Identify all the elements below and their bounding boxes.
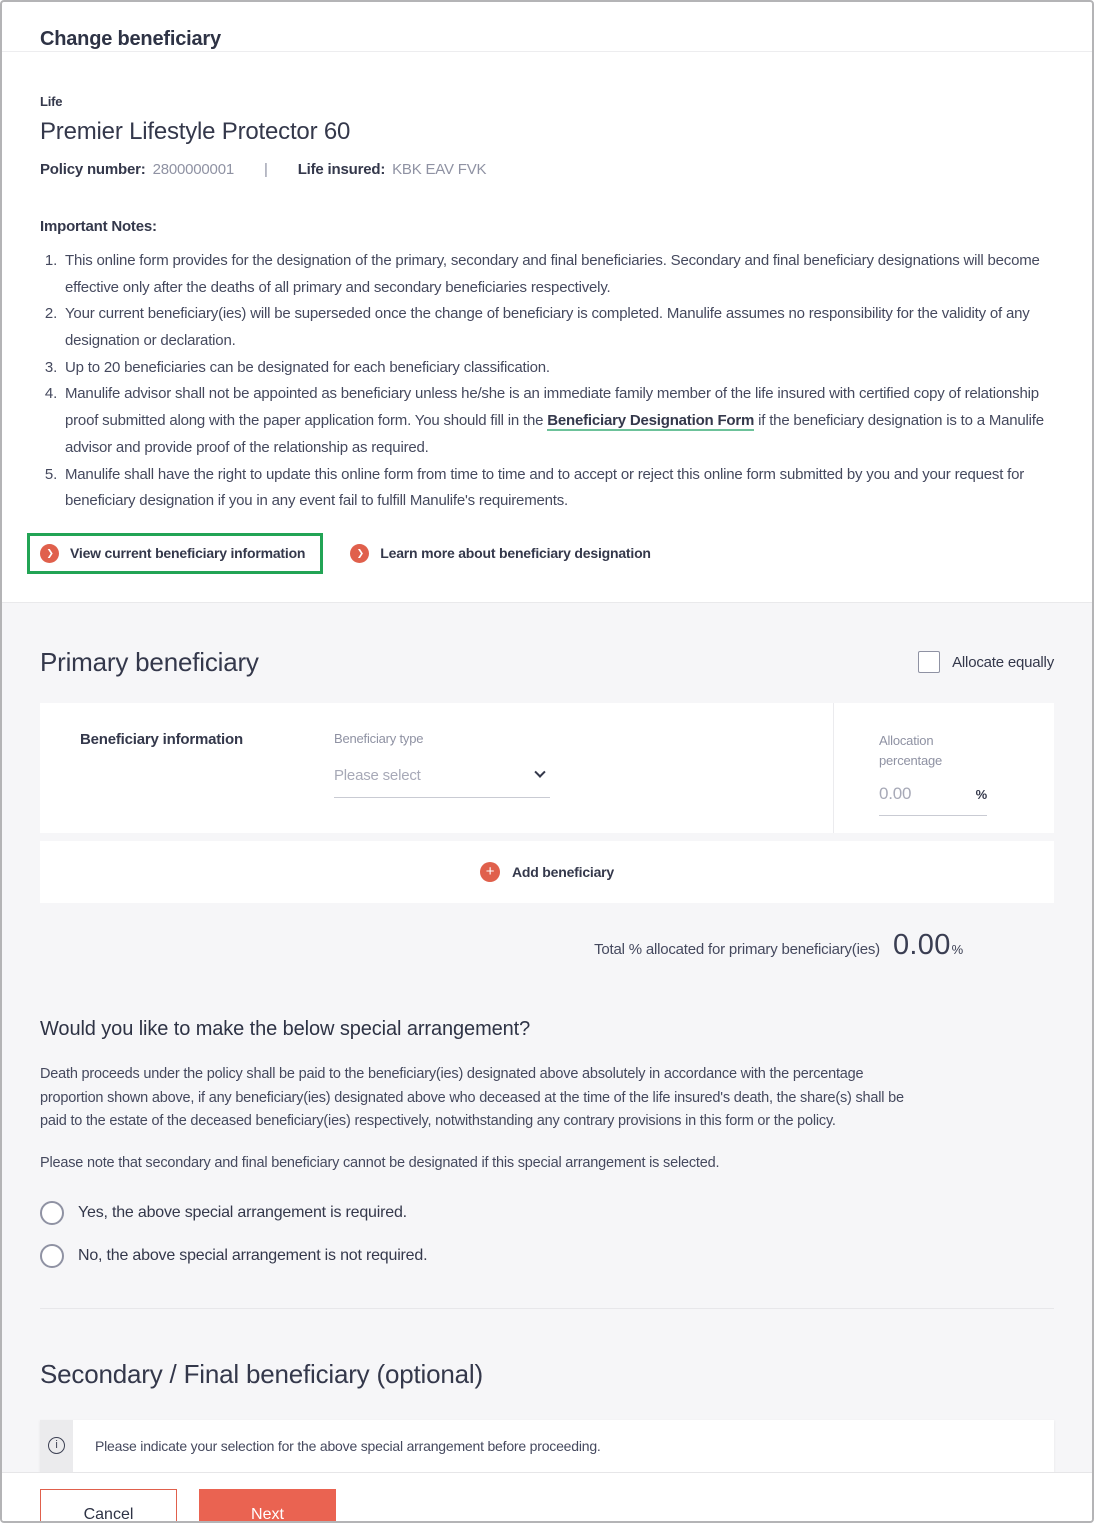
info-banner-message: Please indicate your selection for the above special arrangement before proceeding. <box>73 1420 1054 1472</box>
add-beneficiary-label: Add beneficiary <box>511 863 615 880</box>
radio-no-label: No, the above special arrangement is not required. <box>78 1246 428 1264</box>
policy-details-line <box>40 161 1054 178</box>
life-insured-value: KBK EAV FVK <box>392 161 487 178</box>
radio-no[interactable] <box>40 1244 64 1268</box>
special-arrangement-yes-option[interactable] <box>40 1201 1054 1225</box>
special-arrangement-question: Would you like to make the below special arrangement? <box>40 1017 531 1040</box>
view-current-beneficiary-link[interactable] <box>40 544 305 563</box>
chevron-down-icon <box>534 767 545 778</box>
info-banner <box>40 1420 1054 1472</box>
percent-sign: % <box>975 787 987 803</box>
product-name: Premier Lifestyle Protector 60 <box>40 118 351 145</box>
special-arrangement-note: Please note that secondary and final beneficiary cannot be designated if this special arrangement is selected. <box>40 1154 720 1171</box>
beneficiary-type-label: Beneficiary type <box>334 730 424 746</box>
note-item: 5. Manulife shall have the right to update this online form from time to time and to accept or reject this online form submitted by you and your request for beneficiary designation if you in any event fail to fulfill Manulife's requirements. <box>61 462 1054 515</box>
learn-more-label: Learn more about beneficiary designation <box>380 545 651 562</box>
plus-icon: + <box>480 862 500 882</box>
allocation-percentage-label: Allocation percentage <box>879 732 943 769</box>
note-item: 1. This online form provides for the designation of the primary, secondary and final beneficiaries. Secondary and final beneficiary designations will become effective only after the deaths of all primary and secondary beneficiaries respectively. <box>61 248 1054 301</box>
note-item: 2. Your current beneficiary(ies) will be superseded once the change of beneficiary is completed. Manulife assumes no responsibility for the validity of any designation or declaration. <box>61 301 1054 354</box>
quick-links-row <box>40 533 1054 574</box>
secondary-beneficiary-heading: Secondary / Final beneficiary (optional) <box>40 1358 483 1389</box>
note-item <box>61 381 1054 461</box>
beneficiary-information-card <box>40 703 1054 833</box>
allocate-equally-checkbox-row[interactable] <box>918 651 1054 673</box>
policy-number-label: Policy number: <box>40 161 146 178</box>
section-divider <box>40 1308 1054 1309</box>
page-title: Change beneficiary <box>40 28 221 50</box>
important-notes-title: Important Notes: <box>40 218 157 235</box>
total-allocation-unit: % <box>951 941 963 957</box>
policy-number-value: 2800000001 <box>152 161 234 178</box>
note-text: if the beneficiary designation is to a Manulife advisor and provide proof of the relationship as required. <box>65 412 1044 456</box>
important-notes-list <box>40 248 1054 515</box>
radio-yes[interactable] <box>40 1201 64 1225</box>
allocation-percentage-input[interactable] <box>879 784 987 816</box>
primary-beneficiary-heading: Primary beneficiary <box>40 646 259 677</box>
special-arrangement-no-option[interactable] <box>40 1244 1054 1268</box>
note-item: 3. Up to 20 beneficiaries can be designated for each beneficiary classification. <box>61 355 1054 382</box>
product-category-label: Life <box>40 94 63 109</box>
allocate-equally-label: Allocate equally <box>952 653 1054 671</box>
beneficiary-designation-form-link[interactable]: Beneficiary Designation Form <box>547 412 755 430</box>
learn-more-link[interactable] <box>350 544 651 563</box>
radio-yes-label: Yes, the above special arrangement is required. <box>78 1203 407 1221</box>
allocate-equally-checkbox[interactable] <box>918 651 940 673</box>
form-footer <box>2 1472 1092 1523</box>
view-current-beneficiary-label: View current beneficiary information <box>70 545 306 562</box>
total-allocation-label: Total % allocated for primary beneficiary(ies) <box>594 940 880 958</box>
special-arrangement-description: Death proceeds under the policy shall be paid to the beneficiary(ies) designated above absolutely in accordance with the percentage proportion shown above, if any beneficiary(ies) designated above who deceased at the time of the life insured's death, the share(s) shall be paid to the estate of the deceased beneficiary(ies) respectively, notwithstanding any contrary provisions in this form or the policy. <box>40 1065 904 1130</box>
page-header <box>2 2 1092 52</box>
policy-info-section <box>2 52 1092 602</box>
allocation-percentage-value: 0.00 <box>879 784 912 804</box>
total-allocation-value: 0.00 <box>892 928 951 961</box>
chevron-right-circle-icon: ❯ <box>40 544 59 563</box>
info-icon: i <box>48 1437 65 1454</box>
total-allocation-row <box>40 929 1054 962</box>
beneficiary-information-label: Beneficiary information <box>80 730 243 748</box>
divider: | <box>264 161 268 178</box>
chevron-right-circle-icon: ❯ <box>350 544 369 563</box>
beneficiary-type-select[interactable] <box>334 767 550 798</box>
note-text: Manulife advisor shall not be appointed as beneficiary unless he/she is an immediate family member of the life insured with certified copy of relationship proof submitted along with the paper application form. You should fill in the <box>65 385 1039 430</box>
add-beneficiary-button[interactable] <box>40 841 1054 903</box>
cancel-button[interactable]: Cancel <box>40 1489 177 1523</box>
info-banner-icon-strip <box>40 1420 73 1472</box>
next-button[interactable]: Next <box>199 1489 336 1523</box>
beneficiary-type-placeholder: Please select <box>334 766 421 784</box>
life-insured-label: Life insured: <box>297 161 386 178</box>
beneficiary-form-section <box>2 602 1092 1472</box>
annotation-highlight-box <box>27 533 323 574</box>
